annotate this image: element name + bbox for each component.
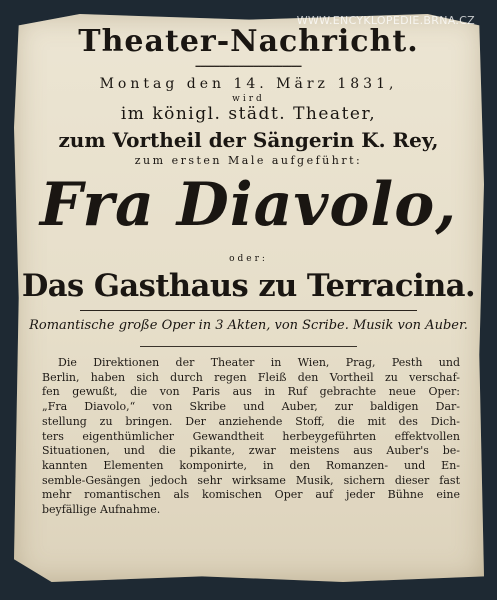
body-line: Die Direktionen der Theater in Wien, Prag, Pesth und <box>58 356 460 369</box>
oder-line: oder: <box>229 254 268 264</box>
body-line: fen gewußt, die von Paris aus in Ruf gebrachte neue Oper: <box>42 385 460 399</box>
body-line: kannten Elementen komponirte, in den Romanzen- und En- <box>42 458 460 472</box>
body-line: ters eigenthümlicher Gewandtheit herbeygeführten effektvollen <box>42 429 460 443</box>
watermark: WWW.ENCYKLOPEDIE.BRNA.CZ <box>296 14 475 27</box>
benefit-line: zum Vortheil der Sängerin K. Rey, <box>58 128 439 152</box>
body-line: semble-Gesängen jedoch sehr wirksame Musik, sichern dieser fast <box>42 473 460 487</box>
opera-subtitle: Das Gasthaus zu Terracina. <box>21 268 476 304</box>
credits-line: Romantische große Oper in 3 Akten, von Scribe. Musik von Auber. <box>29 318 468 333</box>
date-line: Montag den 14. März 1831, <box>99 76 398 92</box>
body-paragraph <box>42 356 460 518</box>
divider-rule-short <box>140 346 357 347</box>
opera-title: Fra Diavolo, <box>39 170 458 240</box>
divider-rule <box>80 310 417 311</box>
body-line: „Fra Diavolo,“ von Skribe und Auber, zur baldigen Dar- <box>42 400 460 414</box>
body-line: Berlin, haben sich durch regen Fleiß den Vortheil zu verschaf- <box>42 370 460 384</box>
poster-title: Theater-Nachricht. <box>78 24 419 59</box>
body-line: stellung zu bringen. Der anziehende Stoff, die mit des Dich- <box>42 414 460 428</box>
ornament-divider: ━━━━━━━━━━━━━━━━━━━━━━ <box>195 62 302 71</box>
body-line: Situationen, und die pikante, zwar meistens aus Auber's be- <box>42 444 460 458</box>
wird-line: wird <box>232 94 265 104</box>
first-performance-line: zum ersten Male aufgeführt: <box>134 154 363 167</box>
body-line: beyfällige Aufnahme. <box>42 503 161 517</box>
venue-line: im königl. städt. Theater, <box>120 104 377 124</box>
body-line: mehr romantischen als komischen Oper auf jeder Bühne eine <box>42 488 460 502</box>
